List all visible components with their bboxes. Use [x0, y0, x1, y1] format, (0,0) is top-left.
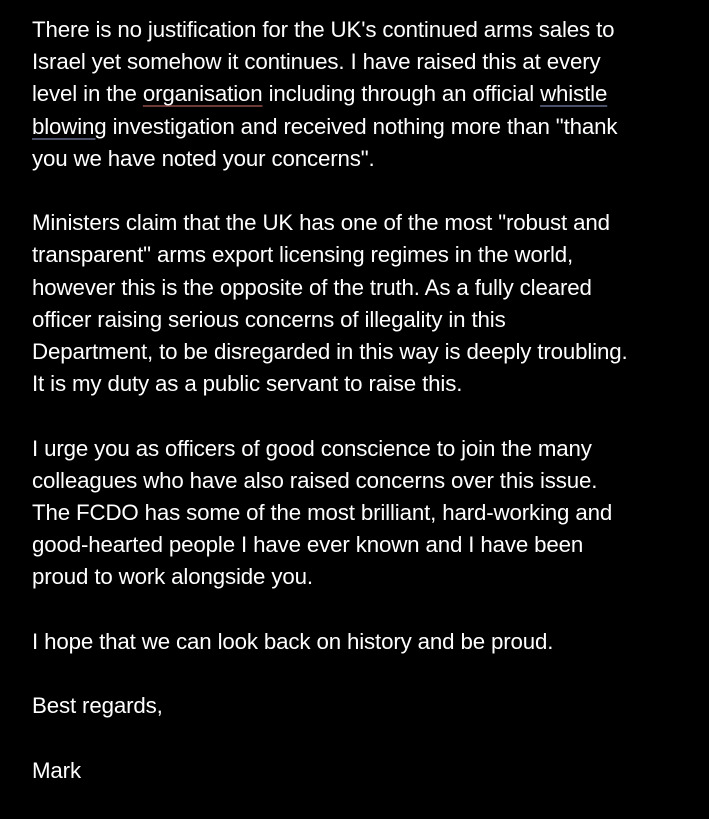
closing-text: Best regards,	[32, 693, 163, 719]
line: It is my duty as a public servant to raise this.	[32, 371, 463, 397]
line: colleagues who have also raised concerns over this issue.	[32, 467, 598, 493]
closing	[32, 690, 702, 722]
line	[32, 78, 702, 110]
line: officer raising serious concerns of illegality in this	[32, 306, 506, 332]
line: Israel yet somehow it continues. I have raised this at every	[32, 49, 601, 75]
line: however this is the opposite of the truth. As a fully cleared	[32, 274, 592, 300]
text: including through an official	[262, 81, 541, 107]
whistle-blowing-link-part2[interactable]: blowing	[32, 113, 107, 139]
paragraph-4	[32, 626, 702, 658]
line: you we have noted your concerns".	[32, 145, 375, 171]
line: Department, to be disregarded in this way is deeply troubling.	[32, 339, 628, 365]
line: transparent" arms export licensing regimes in the world,	[32, 242, 574, 268]
spellcheck-flagged-word[interactable]: organisation	[142, 81, 263, 107]
line: Ministers claim that the UK has one of the most "robust and	[32, 210, 610, 236]
line	[32, 111, 702, 143]
paragraph-2	[32, 207, 702, 400]
line: The FCDO has some of the most brilliant, hard-working and	[32, 500, 613, 526]
signature-name: Mark	[32, 757, 81, 783]
text: level in the	[32, 81, 143, 107]
line: good-hearted people I have ever known and I have been	[32, 532, 584, 558]
line: There is no justification for the UK's continued arms sales to	[32, 17, 615, 42]
text: investigation and received nothing more than "thank	[106, 113, 618, 139]
line: proud to work alongside you.	[32, 564, 313, 590]
email-body	[32, 14, 702, 819]
signature	[32, 755, 702, 787]
whistle-blowing-link-part1[interactable]: whistle	[540, 81, 608, 107]
line: I hope that we can look back on history and be proud.	[32, 628, 554, 654]
paragraph-3	[32, 433, 702, 594]
line: I urge you as officers of good conscience to join the many	[32, 435, 592, 461]
paragraph-1	[32, 14, 702, 175]
